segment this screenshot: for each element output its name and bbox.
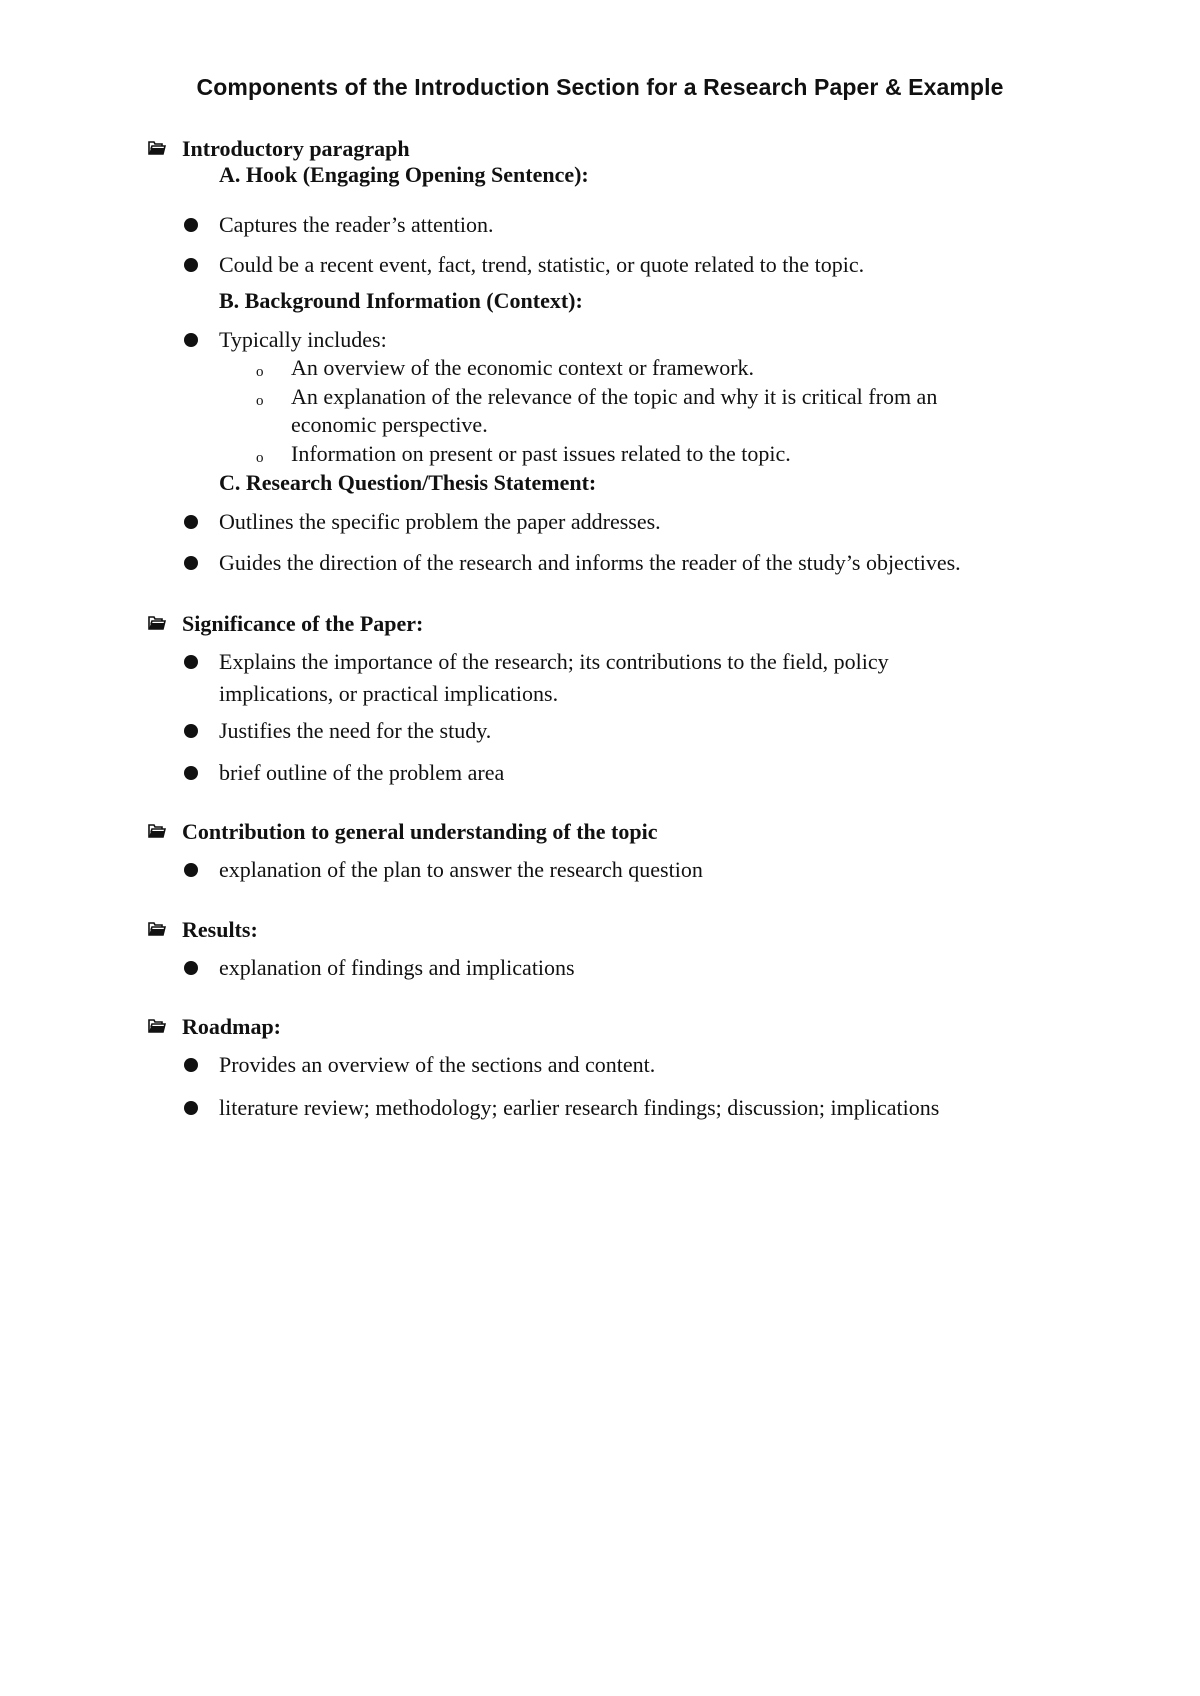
- list-item: Explains the importance of the research; its contributions to the field, policy: [219, 649, 889, 674]
- sub-bullet-icon: o: [256, 450, 264, 466]
- subheading-background: B. Background Information (Context):: [219, 288, 583, 313]
- folder-icon: [148, 1019, 166, 1033]
- bullet-icon: [184, 766, 198, 780]
- bullet-icon: [184, 961, 198, 975]
- bullet-icon: [184, 258, 198, 272]
- sub-bullet-icon: o: [256, 393, 264, 409]
- list-item: Captures the reader’s attention.: [219, 212, 494, 237]
- section-heading-label: Results:: [182, 917, 258, 942]
- folder-icon: [148, 616, 166, 630]
- subheading-hook: A. Hook (Engaging Opening Sentence):: [219, 162, 589, 187]
- list-item: Typically includes:: [219, 327, 387, 352]
- list-item: Guides the direction of the research and informs the reader of the study’s objectives.: [219, 550, 961, 575]
- list-item: literature review; methodology; earlier research findings; discussion; implications: [219, 1095, 940, 1120]
- section-heading-label: Contribution to general understanding of the topic: [182, 819, 658, 844]
- list-item: explanation of findings and implications: [219, 955, 575, 980]
- bullet-icon: [184, 333, 198, 347]
- section-heading-label: Significance of the Paper:: [182, 611, 424, 636]
- bullet-icon: [184, 515, 198, 529]
- folder-icon: [148, 141, 166, 155]
- list-item: Outlines the specific problem the paper addresses.: [219, 509, 661, 534]
- list-item: Provides an overview of the sections and content.: [219, 1052, 656, 1077]
- bullet-icon: [184, 1101, 198, 1115]
- bullet-icon: [184, 1058, 198, 1072]
- page-title: Components of the Introduction Section for a Research Paper & Example: [196, 74, 1004, 100]
- folder-icon: [148, 824, 166, 838]
- section-heading-label: Roadmap:: [182, 1014, 282, 1039]
- bullet-icon: [184, 655, 198, 669]
- section-heading-label: Introductory paragraph: [182, 136, 410, 161]
- subheading-research-question: C. Research Question/Thesis Statement:: [219, 470, 597, 495]
- sub-bullet-icon: o: [256, 364, 264, 380]
- sub-list-item: An explanation of the relevance of the topic and why it is critical from an: [291, 384, 938, 409]
- bullet-icon: [184, 863, 198, 877]
- list-item: Could be a recent event, fact, trend, statistic, or quote related to the topic.: [219, 252, 865, 277]
- bullet-icon: [184, 724, 198, 738]
- bullet-icon: [184, 218, 198, 232]
- list-item: brief outline of the problem area: [219, 760, 505, 785]
- bullet-icon: [184, 556, 198, 570]
- sub-list-item: Information on present or past issues related to the topic.: [291, 441, 791, 466]
- list-item-continuation: implications, or practical implications.: [219, 681, 559, 706]
- sub-list-item-continuation: economic perspective.: [291, 412, 488, 437]
- list-item: Justifies the need for the study.: [219, 718, 492, 743]
- folder-icon: [148, 922, 166, 936]
- sub-list-item: An overview of the economic context or framework.: [291, 355, 755, 380]
- list-item: explanation of the plan to answer the research question: [219, 857, 703, 882]
